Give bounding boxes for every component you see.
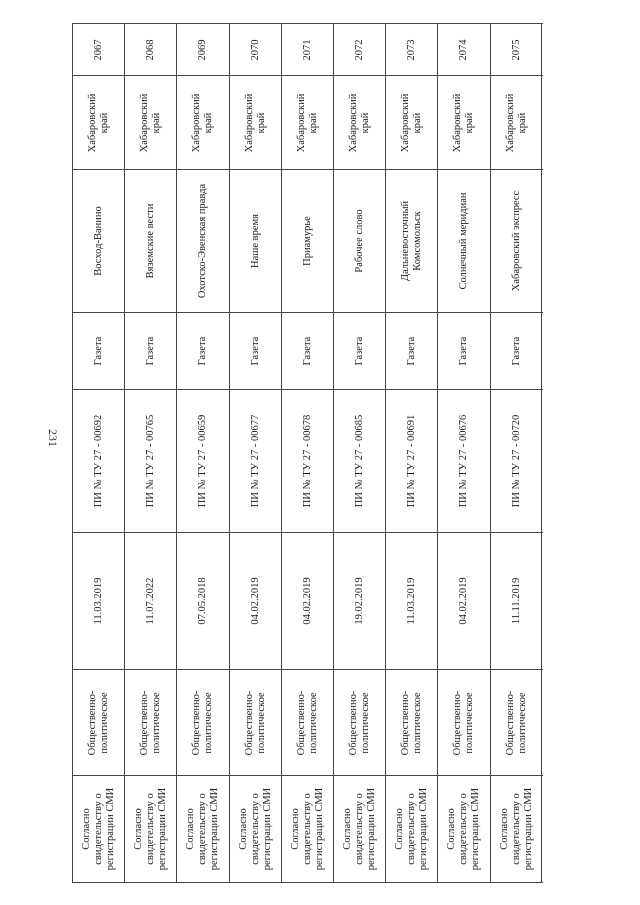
region-line: край bbox=[99, 112, 111, 133]
index-text: 2070 bbox=[249, 39, 261, 60]
reg-no-text: ПИ № ТУ 27 - 00676 bbox=[458, 414, 470, 508]
cell-note bbox=[125, 775, 177, 883]
region-line: Хабаровский bbox=[243, 93, 255, 152]
cell-name bbox=[491, 169, 543, 312]
topic-line: политическое bbox=[151, 691, 163, 754]
type-text: Газета bbox=[249, 336, 261, 366]
region-line: край bbox=[307, 112, 319, 133]
region-line: Хабаровский bbox=[139, 93, 151, 152]
note-line: свидетельству о bbox=[354, 793, 366, 865]
reg-no-text: ПИ № ТУ 27 - 00691 bbox=[406, 414, 418, 508]
date-text: 04.02.2019 bbox=[301, 577, 313, 625]
note-line: свидетельству о bbox=[93, 793, 105, 865]
topic-line: Общественно- bbox=[348, 690, 360, 755]
note-line: Согласно bbox=[133, 808, 145, 850]
cell-note bbox=[230, 775, 282, 883]
index-text: 2072 bbox=[354, 39, 366, 60]
region-line: Хабаровский bbox=[348, 93, 360, 152]
cell-type bbox=[491, 312, 543, 389]
note-line: регистрации СМИ bbox=[366, 787, 378, 871]
cell-reg-no bbox=[334, 389, 386, 532]
date-text: 11.03.2019 bbox=[406, 577, 418, 625]
cell-region bbox=[282, 75, 334, 169]
cell-reg-no bbox=[230, 389, 282, 532]
cell-name bbox=[125, 169, 177, 312]
reg-no-text: ПИ № ТУ 27 - 00678 bbox=[301, 414, 313, 508]
note-line: свидетельству о bbox=[301, 793, 313, 865]
type-text: Газета bbox=[406, 336, 418, 366]
name-line: Вяземские вести bbox=[145, 203, 157, 279]
cell-note bbox=[438, 775, 490, 883]
cell-region bbox=[334, 75, 386, 169]
type-text: Газета bbox=[354, 336, 366, 366]
cell-type bbox=[282, 312, 334, 389]
topic-line: Общественно- bbox=[504, 690, 516, 755]
region-line: Хабаровский bbox=[504, 93, 516, 152]
topic-line: политическое bbox=[99, 691, 111, 754]
cell-reg-no bbox=[438, 389, 490, 532]
region-line: край bbox=[516, 112, 528, 133]
note-line: регистрации СМИ bbox=[522, 787, 534, 871]
note-line: Согласно bbox=[81, 808, 92, 850]
cell-date bbox=[386, 532, 438, 669]
name-line: Восход-Ванино bbox=[93, 206, 105, 276]
reg-no-text: ПИ № ТУ 27 - 00720 bbox=[510, 414, 522, 508]
region-line: Хабаровский bbox=[400, 93, 412, 152]
date-text: 11.11.2019 bbox=[510, 577, 522, 625]
note-line: Согласно bbox=[394, 808, 406, 850]
name-line: Комсомольск bbox=[412, 211, 424, 271]
cell-type bbox=[125, 312, 177, 389]
table-row bbox=[176, 23, 228, 883]
cell-name bbox=[386, 169, 438, 312]
type-text: Газета bbox=[510, 336, 522, 366]
note-line: регистрации СМИ bbox=[261, 787, 273, 871]
cell-region bbox=[73, 75, 125, 169]
note-line: свидетельству о bbox=[458, 793, 470, 865]
index-text: 2071 bbox=[301, 39, 313, 60]
cell-date bbox=[125, 532, 177, 669]
date-text: 04.02.2019 bbox=[249, 577, 261, 625]
index-text: 2068 bbox=[145, 39, 157, 60]
reg-no-text: ПИ № ТУ 27 - 00677 bbox=[249, 414, 261, 508]
table-row bbox=[437, 23, 489, 883]
index-text: 2074 bbox=[458, 39, 470, 60]
name-line: Наше время bbox=[249, 214, 261, 268]
cell-note bbox=[177, 775, 229, 883]
name-line: Рабочее слово bbox=[354, 209, 366, 273]
cell-topic bbox=[386, 669, 438, 775]
note-line: Согласно bbox=[185, 808, 197, 850]
region-line: край bbox=[464, 112, 476, 133]
topic-line: политическое bbox=[203, 691, 215, 754]
note-line: регистрации СМИ bbox=[105, 787, 117, 871]
type-text: Газета bbox=[458, 336, 470, 366]
region-line: Хабаровский bbox=[191, 93, 203, 152]
cell-note bbox=[491, 775, 543, 883]
table-row bbox=[333, 23, 385, 883]
cell-reg-no bbox=[386, 389, 438, 532]
reg-no-text: ПИ № ТУ 27 - 00765 bbox=[145, 414, 157, 508]
region-line: Хабаровский bbox=[295, 93, 307, 152]
cell-name bbox=[230, 169, 282, 312]
note-line: Согласно bbox=[446, 808, 458, 850]
type-text: Газета bbox=[145, 336, 157, 366]
note-line: свидетельству о bbox=[249, 793, 261, 865]
page-number: 231 bbox=[46, 429, 60, 447]
note-line: свидетельству о bbox=[197, 793, 209, 865]
cell-reg-no bbox=[73, 389, 125, 532]
note-line: регистрации СМИ bbox=[313, 787, 325, 871]
cell-topic bbox=[438, 669, 490, 775]
index-text: 2075 bbox=[510, 39, 522, 60]
date-text: 11.07.2022 bbox=[145, 577, 157, 625]
topic-line: Общественно- bbox=[295, 690, 307, 755]
cell-index bbox=[125, 23, 177, 75]
note-line: регистрации СМИ bbox=[209, 787, 221, 871]
topic-line: Общественно- bbox=[191, 690, 203, 755]
cell-region bbox=[438, 75, 490, 169]
cell-reg-no bbox=[177, 389, 229, 532]
cell-note bbox=[334, 775, 386, 883]
cell-date bbox=[438, 532, 490, 669]
cell-type bbox=[73, 312, 125, 389]
cell-reg-no bbox=[125, 389, 177, 532]
type-text: Газета bbox=[197, 336, 209, 366]
topic-line: политическое bbox=[255, 691, 267, 754]
note-line: Согласно bbox=[289, 808, 301, 850]
topic-line: Общественно- bbox=[139, 690, 151, 755]
cell-region bbox=[386, 75, 438, 169]
note-line: регистрации СМИ bbox=[157, 787, 169, 871]
cell-index bbox=[334, 23, 386, 75]
cell-index bbox=[73, 23, 125, 75]
note-line: регистрации СМИ bbox=[418, 787, 430, 871]
date-text: 19.02.2019 bbox=[354, 577, 366, 625]
index-text: 2069 bbox=[197, 39, 209, 60]
note-line: Согласно bbox=[342, 808, 353, 850]
cell-date bbox=[334, 532, 386, 669]
cell-type bbox=[334, 312, 386, 389]
cell-name bbox=[282, 169, 334, 312]
cell-topic bbox=[73, 669, 125, 775]
table-row bbox=[281, 23, 333, 883]
region-line: край bbox=[203, 112, 215, 133]
note-line: свидетельству о bbox=[406, 793, 418, 865]
reg-no-text: ПИ № ТУ 27 - 00659 bbox=[197, 414, 209, 508]
cell-index bbox=[230, 23, 282, 75]
name-line: Хабаровский экспресс bbox=[510, 190, 522, 292]
cell-date bbox=[282, 532, 334, 669]
cell-index bbox=[386, 23, 438, 75]
cell-name bbox=[438, 169, 490, 312]
cell-name bbox=[177, 169, 229, 312]
cell-topic bbox=[230, 669, 282, 775]
table-row bbox=[229, 23, 281, 883]
note-line: Согласно bbox=[237, 808, 249, 850]
cell-region bbox=[491, 75, 543, 169]
index-text: 2067 bbox=[93, 39, 105, 60]
cell-note bbox=[282, 775, 334, 883]
date-text: 11.03.2019 bbox=[93, 577, 105, 625]
topic-line: Общественно- bbox=[87, 690, 99, 755]
name-line: Солнечный меридиан bbox=[458, 192, 470, 290]
topic-line: Общественно- bbox=[400, 690, 412, 755]
region-line: край bbox=[360, 112, 372, 133]
cell-note bbox=[73, 775, 125, 883]
note-line: свидетельству о bbox=[510, 793, 522, 865]
reg-no-text: ПИ № ТУ 27 - 00692 bbox=[93, 414, 105, 508]
cell-index bbox=[491, 23, 543, 75]
date-text: 04.02.2019 bbox=[458, 577, 470, 625]
cell-index bbox=[282, 23, 334, 75]
topic-line: Общественно- bbox=[243, 690, 255, 755]
table-row bbox=[124, 23, 176, 883]
region-line: край bbox=[412, 112, 424, 133]
cell-topic bbox=[177, 669, 229, 775]
reg-no-text: ПИ № ТУ 27 - 00685 bbox=[354, 414, 366, 508]
table-row bbox=[490, 23, 542, 883]
note-line: Согласно bbox=[498, 808, 510, 850]
cell-region bbox=[230, 75, 282, 169]
type-text: Газета bbox=[93, 336, 105, 366]
topic-line: политическое bbox=[307, 691, 319, 754]
cell-type bbox=[386, 312, 438, 389]
date-text: 07.05.2018 bbox=[197, 577, 209, 625]
region-line: Хабаровский bbox=[87, 93, 99, 152]
table-row bbox=[385, 23, 437, 883]
cell-name bbox=[73, 169, 125, 312]
topic-line: Общественно- bbox=[452, 690, 464, 755]
cell-index bbox=[438, 23, 490, 75]
cell-topic bbox=[491, 669, 543, 775]
name-line: Дальневосточный bbox=[400, 200, 412, 282]
cell-date bbox=[73, 532, 125, 669]
cell-region bbox=[125, 75, 177, 169]
cell-topic bbox=[125, 669, 177, 775]
cell-date bbox=[230, 532, 282, 669]
topic-line: политическое bbox=[360, 691, 372, 754]
table-row bbox=[72, 23, 124, 883]
cell-region bbox=[177, 75, 229, 169]
type-text: Газета bbox=[301, 336, 313, 366]
cell-topic bbox=[282, 669, 334, 775]
region-line: край bbox=[151, 112, 163, 133]
topic-line: политическое bbox=[464, 691, 476, 754]
cell-name bbox=[334, 169, 386, 312]
cell-reg-no bbox=[491, 389, 543, 532]
cell-date bbox=[491, 532, 543, 669]
note-line: регистрации СМИ bbox=[470, 787, 482, 871]
name-line: Приамурье bbox=[301, 216, 313, 266]
note-line: свидетельству о bbox=[145, 793, 157, 865]
cell-type bbox=[438, 312, 490, 389]
name-line: Охотско-Эвенская правда bbox=[197, 183, 209, 299]
region-line: Хабаровский bbox=[452, 93, 464, 152]
cell-index bbox=[177, 23, 229, 75]
cell-topic bbox=[334, 669, 386, 775]
cell-reg-no bbox=[282, 389, 334, 532]
topic-line: политическое bbox=[516, 691, 528, 754]
topic-line: политическое bbox=[412, 691, 424, 754]
cell-note bbox=[386, 775, 438, 883]
cell-type bbox=[230, 312, 282, 389]
index-text: 2073 bbox=[406, 39, 418, 60]
registry-table bbox=[72, 23, 542, 883]
region-line: край bbox=[255, 112, 267, 133]
cell-type bbox=[177, 312, 229, 389]
cell-date bbox=[177, 532, 229, 669]
